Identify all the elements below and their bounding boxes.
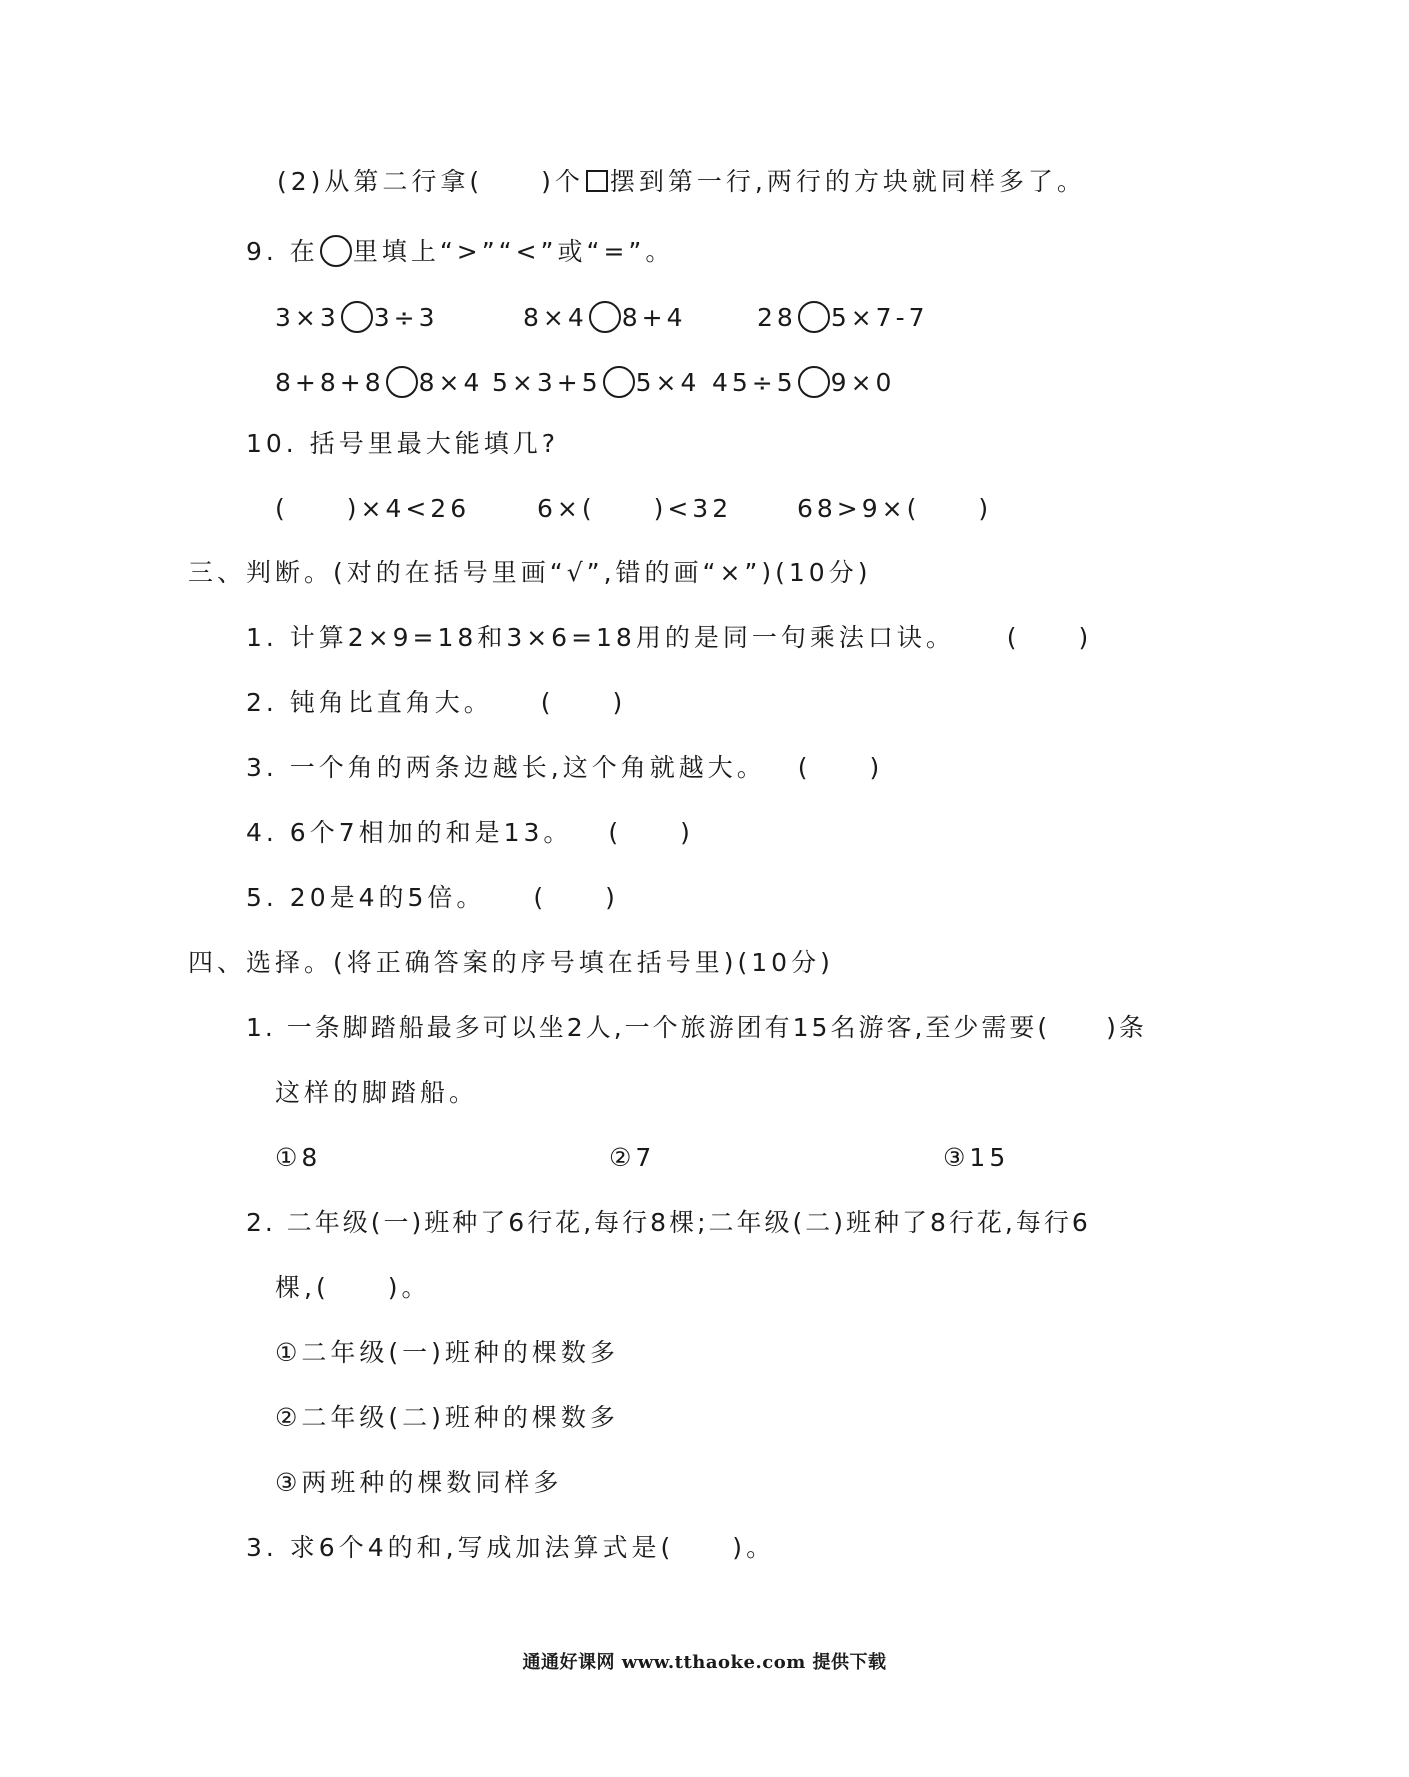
- judge-item-text: 5. 20是4的5倍。: [246, 883, 486, 912]
- q10-item-1[interactable]: ( )×4<26: [275, 494, 471, 523]
- q9-expr-2-1: [275, 367, 483, 400]
- choice-q1-option-1[interactable]: ①8: [275, 1143, 322, 1172]
- answer-bracket[interactable]: ( ): [797, 753, 884, 782]
- answer-circle[interactable]: [589, 301, 621, 333]
- section4-heading: 四、选择。(将正确答案的序号填在括号里)(10分): [188, 948, 834, 977]
- judge-item-text: 4. 6个7相加的和是13。: [246, 818, 573, 847]
- q9-expr-1-1: [275, 302, 439, 335]
- footer-download-notice: 通通好课网 www.tthaoke.com 提供下载: [522, 1652, 887, 1673]
- answer-circle[interactable]: [798, 366, 830, 398]
- expr-right: 9×0: [830, 368, 896, 397]
- circle-icon: [320, 235, 352, 267]
- q9-expr-1-2: [523, 302, 687, 335]
- expr-right: 5×7-7: [830, 303, 929, 332]
- judge-item-text: 1. 计算2×9=18和3×6=18用的是同一句乘法口诀。: [246, 623, 955, 652]
- choice-q2-line2: 棵,( )。: [275, 1273, 431, 1302]
- choice-q1-option-2[interactable]: ②7: [609, 1143, 656, 1172]
- answer-circle[interactable]: [386, 366, 418, 398]
- choice-q2-option-2[interactable]: ②二年级(二)班种的棵数多: [275, 1403, 619, 1432]
- choice-q3-line1: 3. 求6个4的和,写成加法算式是( )。: [246, 1533, 776, 1562]
- q8-part2: [277, 166, 1086, 198]
- q10-prompt: 10. 括号里最大能填几?: [246, 429, 559, 458]
- q9-prompt: [246, 236, 674, 269]
- judge-item-1: [246, 622, 1092, 654]
- choice-q1-line2: 这样的脚踏船。: [275, 1078, 479, 1107]
- judge-item-3: [246, 752, 883, 784]
- square-icon: [586, 170, 608, 192]
- expr-right: 5×4: [635, 368, 701, 397]
- answer-circle[interactable]: [603, 366, 635, 398]
- q8-part2-text-a: (2)从第二行拿( )个: [277, 167, 584, 196]
- expr-right: 8×4: [418, 368, 484, 397]
- q10-item-3[interactable]: 68>9×( ): [797, 494, 993, 523]
- section3-heading: 三、判断。(对的在括号里画“√”,错的画“×”)(10分): [188, 558, 872, 587]
- judge-item-4: [246, 817, 694, 849]
- answer-bracket[interactable]: ( ): [540, 688, 627, 717]
- expr-left: 8+8+8: [275, 368, 385, 397]
- expr-left: 5×3+5: [492, 368, 602, 397]
- expr-left: 45÷5: [712, 368, 797, 397]
- choice-q1-option-3[interactable]: ③15: [943, 1143, 1010, 1172]
- answer-circle[interactable]: [798, 301, 830, 333]
- q10-item-2[interactable]: 6×( )<32: [537, 494, 733, 523]
- choice-q2-line1: 2. 二年级(一)班种了6行花,每行8棵;二年级(二)班种了8行花,每行6: [246, 1208, 1091, 1237]
- choice-q1-line1: 1. 一条脚踏船最多可以坐2人,一个旅游团有15名游客,至少需要( )条: [246, 1013, 1147, 1042]
- judge-item-5: [246, 882, 619, 914]
- q8-part2-text-b: 摆到第一行,两行的方块就同样多了。: [609, 167, 1086, 196]
- expr-left: 28: [757, 303, 797, 332]
- expr-left: 3×3: [275, 303, 340, 332]
- judge-item-text: 3. 一个角的两条边越长,这个角就越大。: [246, 753, 766, 782]
- choice-q2-option-3[interactable]: ③两班种的棵数同样多: [275, 1468, 563, 1497]
- expr-right: 3÷3: [373, 303, 439, 332]
- choice-q2-option-1[interactable]: ①二年级(一)班种的棵数多: [275, 1338, 619, 1367]
- answer-bracket[interactable]: ( ): [533, 883, 619, 912]
- q9-suffix: 里填上“>”“<”或“=”。: [352, 237, 675, 266]
- judge-item-text: 2. 钝角比直角大。: [246, 688, 493, 717]
- q9-expr-2-2: [492, 367, 700, 400]
- answer-bracket[interactable]: ( ): [1006, 623, 1093, 652]
- q9-prefix: 9. 在: [246, 237, 319, 266]
- answer-circle[interactable]: [341, 301, 373, 333]
- judge-item-2: [246, 687, 626, 719]
- answer-bracket[interactable]: ( ): [608, 818, 694, 847]
- expr-left: 8×4: [523, 303, 588, 332]
- expr-right: 8+4: [621, 303, 687, 332]
- q9-expr-1-3: [757, 302, 929, 335]
- q9-expr-2-3: [712, 367, 895, 400]
